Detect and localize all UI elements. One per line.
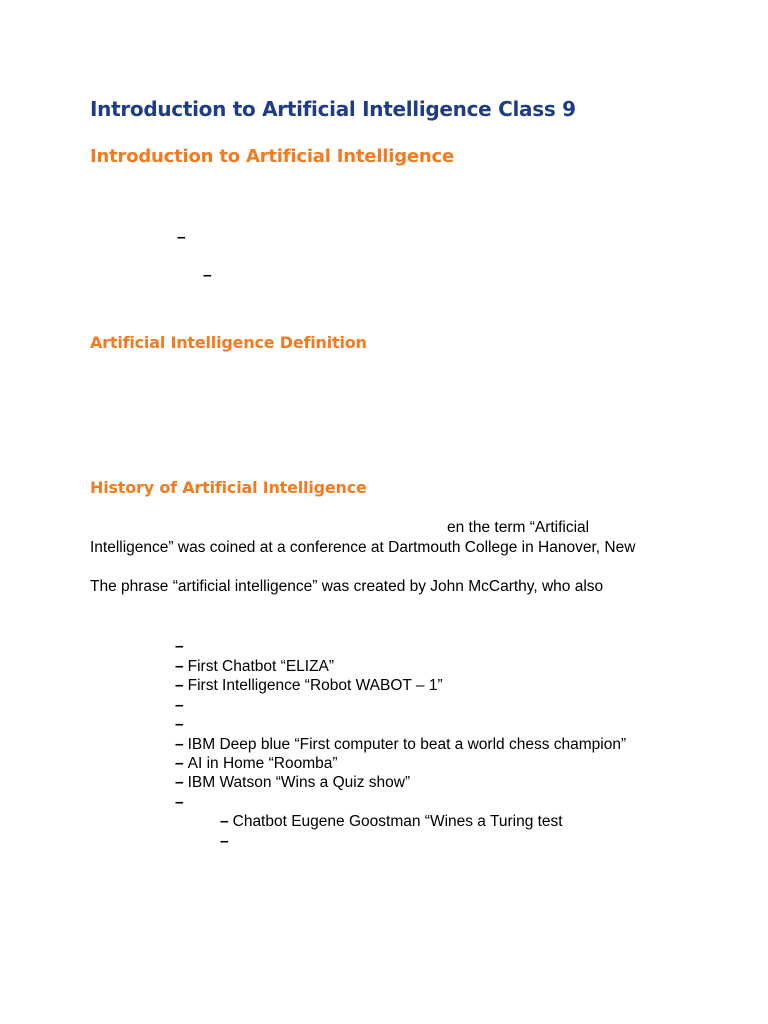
timeline-item bbox=[175, 794, 188, 812]
dash-marker: – bbox=[220, 813, 229, 830]
timeline-item bbox=[220, 833, 233, 851]
dash-marker: – bbox=[175, 774, 184, 791]
dash-marker: – bbox=[175, 658, 184, 675]
dash-marker: – bbox=[175, 638, 184, 655]
timeline-item: – IBM Deep blue “First computer to beat a world chess champion” bbox=[175, 736, 627, 753]
timeline-item: – First Intelligence “Robot WABOT – 1” bbox=[175, 677, 443, 694]
timeline-item: – IBM Watson “Wins a Quiz show” bbox=[175, 774, 411, 791]
section-heading-history: History of Artificial Intelligence bbox=[90, 478, 367, 497]
timeline-item: – Chatbot Eugene Goostman “Wines a Turing test bbox=[220, 813, 563, 830]
timeline-item bbox=[175, 716, 188, 734]
dash-marker: – bbox=[203, 267, 212, 284]
dash-marker: – bbox=[175, 736, 184, 753]
timeline-item: – First Chatbot “ELIZA” bbox=[175, 658, 335, 675]
page-title: Introduction to Artificial Intelligence Class 9 bbox=[90, 97, 576, 121]
timeline-item bbox=[175, 638, 188, 656]
dash-marker: – bbox=[220, 833, 229, 850]
section-heading-definition: Artificial Intelligence Definition bbox=[90, 333, 367, 352]
history-text-line: The phrase “artificial intelligence” was created by John McCarthy, who also bbox=[90, 578, 604, 595]
dash-marker: – bbox=[175, 716, 184, 733]
history-text-line: en the term “Artificial bbox=[447, 519, 590, 536]
dash-marker: – bbox=[177, 229, 186, 246]
timeline-item bbox=[175, 697, 188, 715]
dash-marker: – bbox=[175, 755, 184, 772]
history-text-line: Intelligence” was coined at a conference at Dartmouth College in Hanover, New bbox=[90, 539, 636, 556]
dash-marker: – bbox=[175, 677, 184, 694]
timeline-item: – AI in Home “Roomba” bbox=[175, 755, 338, 772]
dash-marker: – bbox=[175, 794, 184, 811]
section-heading-introduction: Introduction to Artificial Intelligence bbox=[90, 146, 455, 167]
dash-marker: – bbox=[175, 697, 184, 714]
